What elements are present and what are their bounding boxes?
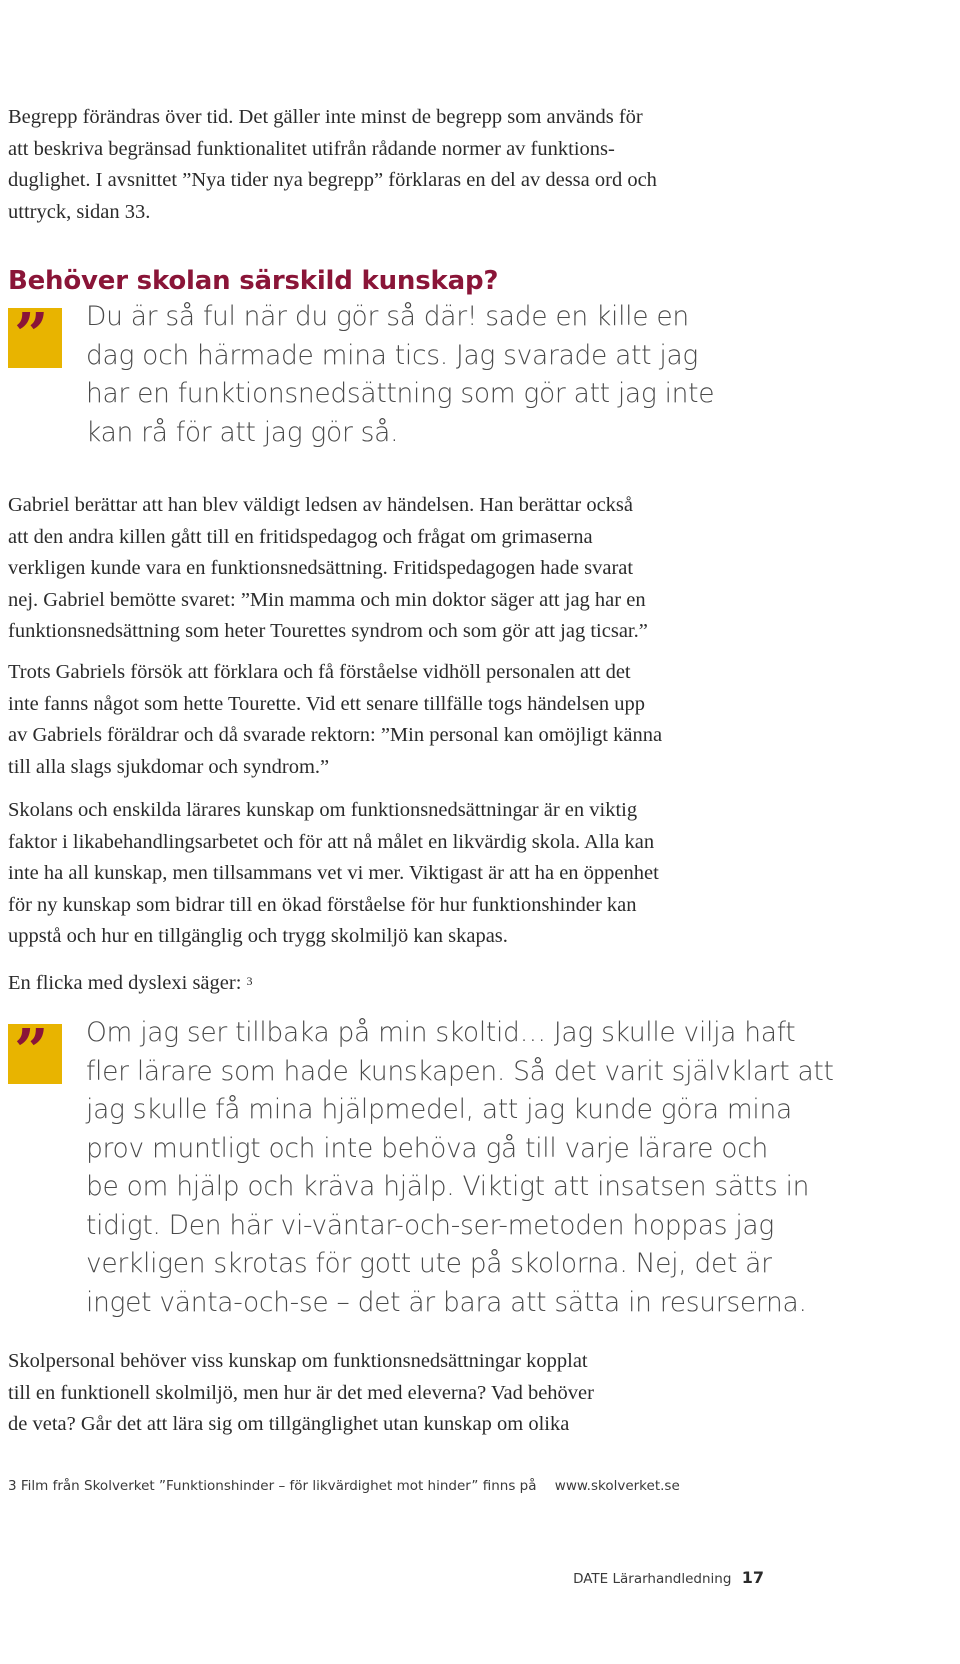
quote-line: be om hjälp och kräva hjälp. Viktigt att insatsen sätts in [86,1171,810,1202]
students-paragraph [8,1346,768,1441]
body-line: uppstå och hur en tillgänglig och trygg skolmiljö kan skapas. [8,925,508,947]
intro-paragraph [8,102,768,228]
body-line: att den andra killen gått till en fritidspedagog och frågat om grimaserna [8,525,593,548]
body-line: de veta? Går det att lära sig om tillgänglighet utan kunskap om olika [8,1413,570,1435]
section-heading: Behöver skolan särskild kunskap? [8,266,499,296]
dyslexia-intro [8,968,768,1000]
quote-line: prov muntligt och inte behöva gå till varje lärare och [86,1132,768,1164]
intro-line: att beskriva begränsad funktionalitet utifrån rådande normer av funktions- [8,137,615,160]
body-line: Skolpersonal behöver viss kunskap om funktionsnedsättningar kopplat [8,1350,588,1372]
body-line: nej. Gabriel bemötte svaret: ”Min mamma och min doktor säger att jag har en [8,588,646,611]
body-line: av Gabriels föräldrar och då svarade rektorn: ”Min personal kan omöjligt känna [8,724,663,746]
footnote [8,1478,680,1494]
quote-dyslexia [86,1014,834,1322]
body-line: för ny kunskap som bidrar till en ökad förståelse för hur funktionshinder kan [8,893,637,916]
quote-line: har en funktionsnedsättning som gör att jag inte [86,378,715,409]
body-line: faktor i likabehandlingsarbetet och för att nå målet en likvärdig skola. Alla kan [8,830,655,853]
body-line: Gabriel berättar att han blev väldigt ledsen av händelsen. Han berättar också [8,494,633,516]
quote-line: kan rå för att jag gör så. [86,416,399,448]
quote-mark-icon: ” [8,308,62,368]
quote-line: tidigt. Den här vi-väntar-och-ser-metoden hoppas jag [86,1209,774,1241]
body-line: Skolans och enskilda lärares kunskap om funktionsnedsättningar är en viktig [8,799,638,821]
intro-line: duglighet. I avsnittet ”Nya tider nya begrepp” förklaras en del av dessa ord och [8,169,657,191]
body-line: funktionsnedsättning som heter Tourettes syndrom och som gör att jag ticsar.” [8,620,648,642]
quote-line: inget vänta-och-se – det är bara att sätta in resurserna. [86,1286,807,1318]
knowledge-paragraph [8,795,768,953]
body-line: verkligen kunde vara en funktionsnedsättning. Fritidspedagogen hade svarat [8,557,634,579]
footer-label: DATE Lärarhandledning [573,1571,732,1587]
quote-line: Du är så ful när du gör så där! sade en kille en [86,301,689,332]
footnote-ref: 3 [246,974,253,988]
intro-line: Begrepp förändras över tid. Det gäller inte minst de begrepp som används för [8,106,643,128]
body-line: inte fanns något som hette Tourette. Vid ett senare tillfälle togs händelsen upp [8,692,646,715]
footnote-link[interactable]: www.skolverket.se [554,1478,680,1494]
page-footer [573,1568,764,1587]
page-number: 17 [741,1568,764,1587]
gabriel-paragraph [8,490,768,648]
body-line: inte ha all kunskap, men tillsammans vet vi mer. Viktigast är att ha en öppenhet [8,862,659,884]
tourette-paragraph [8,657,768,783]
quote-mark-icon: ” [8,1024,62,1084]
intro-line: uttryck, sidan 33. [8,200,151,223]
body-line: till en funktionell skolmiljö, men hur är det med eleverna? Vad behöver [8,1381,594,1404]
body-line: till alla slags sjukdomar och syndrom.” [8,755,330,778]
quote-line: dag och härmade mina tics. Jag svarade att jag [86,339,699,371]
body-line: Trots Gabriels försök att förklara och få förståelse vidhöll personalen att det [8,661,631,683]
quote-line: verkligen skrotas för gott ute på skolorna. Nej, det är [86,1248,772,1279]
footnote-text: 3 Film från Skolverket ”Funktionshinder – för likvärdighet mot hinder” finns på [8,1478,537,1494]
dyslexia-intro-text: En flicka med dyslexi säger: [8,972,242,994]
quote-line: jag skulle få mina hjälpmedel, att jag kunde göra mina [86,1094,792,1125]
quote-line: fler lärare som hade kunskapen. Så det varit självklart att [86,1055,834,1087]
quote-tics [86,298,714,452]
quote-line: Om jag ser tillbaka på min skoltid… Jag skulle vilja haft [86,1017,796,1048]
